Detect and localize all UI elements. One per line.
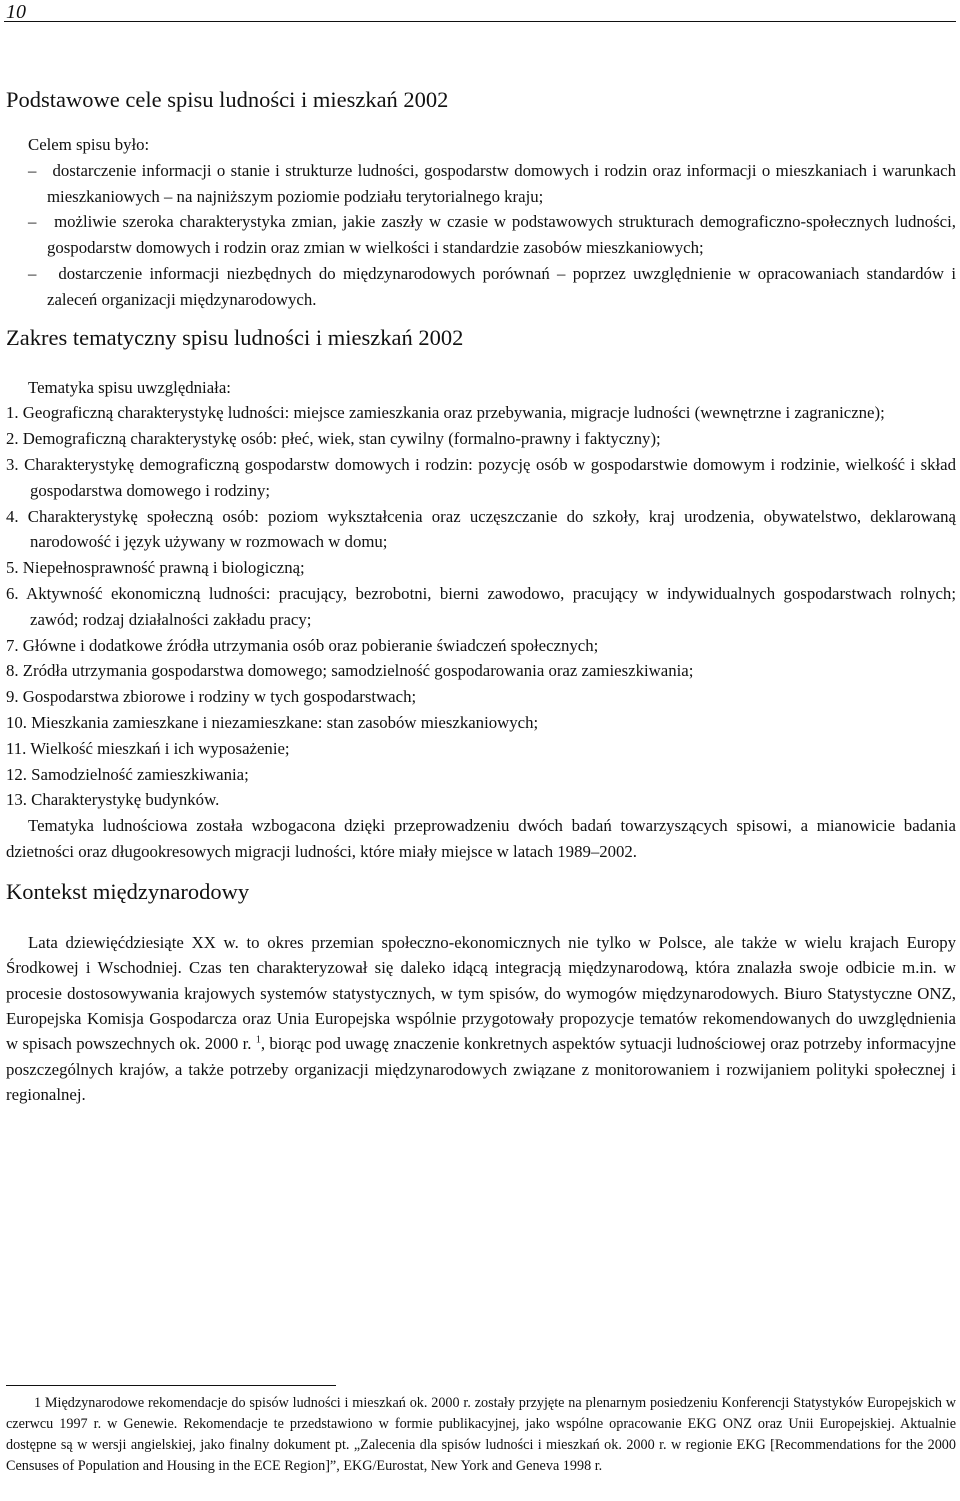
scope-item: 12. Samodzielność zamieszkiwania; bbox=[6, 764, 249, 784]
page-number: 10 bbox=[6, 1, 26, 23]
footnote-reference: 1 bbox=[255, 1034, 261, 1046]
header-rule bbox=[4, 21, 956, 22]
scope-list bbox=[6, 400, 956, 813]
context-text-end: , biorąc pod uwagę znaczenie konkretnych aspektów sytuacji ludnościowej oraz potrzeby informacyjne poszczególnych krajów, a także potrzeby organizacji międzynarodowych związane z monitorowaniem i rozwijaniem polityki społecznej i regionalnej. bbox=[6, 1034, 956, 1105]
scope-item: 11. Wielkość mieszkań i ich wyposażenie; bbox=[6, 738, 290, 758]
scope-item: 8. Zródła utrzymania gospodarstwa domowego; samodzielność gospodarowania oraz zamieszkiwania; bbox=[6, 661, 694, 681]
scope-item: 4. Charakterystykę społeczną osób: poziom wykształcenia oraz uczęszczanie do szkoły, kraj urodzenia, obywatelstwo, deklarowaną narodowość i język używany w rozmowach w domu; bbox=[6, 506, 956, 552]
scope-item: 7. Główne i dodatkowe źródła utrzymania osób oraz pobieranie świadczeń społecznych; bbox=[6, 635, 599, 655]
footnote bbox=[6, 1393, 956, 1477]
footnote-rule bbox=[6, 1385, 336, 1386]
scope-item: 1. Geograficzną charakterystykę ludności: miejsce zamieszkania oraz przebywania, migracje ludności (wewnętrzne i zagraniczne); bbox=[6, 403, 885, 423]
international-context-paragraph bbox=[6, 930, 956, 1108]
section-title-scope: Zakres tematyczny spisu ludności i mieszkań 2002 bbox=[6, 324, 464, 350]
section-title-international-context: Kontekst międzynarodowy bbox=[6, 878, 250, 904]
footnote-text: Międzynarodowe rekomendacje do spisów ludności i mieszkań ok. 2000 r. zostały przyjęte na plenarnym posiedzeniu Konferencji Statystyków Europejskich w czerwcu 1997 r. w Genewie. Rekomendacje te przedstawiono w formie publikacyjnej, jako wspólne opracowanie EKG ONZ oraz Unii Europejskiej. Aktualnie dostępne są w wersji angielskiej, jako finalny dokument pt. „Zalecenia dla spisów ludności i mieszkań ok. 2000 r. w regionie EKG [Recommendations for the 2000 Censuses of Population and Housing in the ECE Region]”, EKG/Eurostat, New York and Geneva 1998 r. bbox=[6, 1395, 956, 1474]
goals-lead: Celem spisu było: bbox=[28, 135, 150, 154]
section-title-goals: Podstawowe cele spisu ludności i mieszkań 2002 bbox=[6, 87, 449, 112]
scope-item: 9. Gospodarstwa zbiorowe i rodziny w tych gospodarstwach; bbox=[6, 687, 417, 707]
goal-item-text: możliwie szeroka charakterystyka zmian, jakie zaszły w czasie w podstawowych strukturach demograficzno-społecznych ludności, gospodarstw domowych i rodzin oraz zmian w wielkości i standardzie zasobów mieszkaniowych; bbox=[47, 212, 956, 258]
goal-item-text: dostarczenie informacji niezbędnych do międzynarodowych porównań – poprzez uwzględnienie w opracowaniach standardów i zaleceń organizacji międzynarodowych. bbox=[47, 263, 956, 309]
scope-item: 2. Demograficzną charakterystykę osób: płeć, wiek, stan cywilny (formalno-prawny i faktyczny); bbox=[6, 429, 661, 449]
goal-item: – możliwie szeroka charakterystyka zmian, jakie zaszły w czasie w podstawowych strukturach demograficzno-społecznych ludności, gospodarstw domowych i rodzin oraz zmian w wielkości i standardzie zasobów mieszkaniowych; bbox=[28, 212, 956, 258]
context-text-start: Lata dziewięćdziesiąte XX w. to okres przemian społeczno-ekonomicznych nie tylko w Polsce, ale także w wielu krajach Europy Środkowej i Wschodniej. Czas ten charakteryzował się daleko idącą integracją międzynarodową, która znalazła swoje odbicie m.in. w procesie dostosowywania krajowych systemów statystycznych, w tym spisów, do wymogów międzynarodowych. Biuro Statystyczne ONZ, Europejska Komisja Gospodarcza oraz Unia Europejska wspólnie przygotowały propozycje tematów rekomendowanych do uwzględnienia w spisach powszechnych ok. 2000 r. bbox=[6, 932, 956, 1054]
scope-item: 6. Aktywność ekonomiczną ludności: pracujący, bezrobotni, bierni zawodowo, pracujący w indywidualnych gospodarstwach rolnych; zawód; rodzaj działalności zakładu pracy; bbox=[6, 583, 956, 629]
scope-lead: Tematyka spisu uwzględniała: bbox=[28, 377, 231, 397]
scope-item: 3. Charakterystykę demograficzną gospodarstw domowych i rodzin: pozycję osób w gospodarstwie domowym i rodzinie, wielkość i skład gospodarstwa domowego i rodziny; bbox=[6, 454, 956, 500]
goal-item: – dostarczenie informacji o stanie i strukturze ludności, gospodarstw domowych i rodzin oraz informacji o mieszkaniach i warunkach mieszkaniowych – na najniższym poziomie podziału terytorialnego kraju; bbox=[28, 160, 956, 206]
goal-item: – dostarczenie informacji niezbędnych do międzynarodowych porównań – poprzez uwzględnienie w opracowaniach standardów i zaleceń organizacji międzynarodowych. bbox=[28, 263, 956, 309]
scope-item: 10. Mieszkania zamieszkane i niezamieszkane: stan zasobów mieszkaniowych; bbox=[6, 712, 539, 732]
page-body bbox=[6, 86, 956, 1108]
goal-item-text: dostarczenie informacji o stanie i strukturze ludności, gospodarstw domowych i rodzin oraz informacji o mieszkaniach i warunkach mieszkaniowych – na najniższym poziomie podziału terytorialnego kraju; bbox=[47, 160, 956, 206]
scope-closing-paragraph: Tematyka ludnościowa została wzbogacona dzięki przeprowadzeniu dwóch badań towarzyszących spisowi, a mianowicie badania dzietności oraz długookresowych migracji ludności, które miały miejsce w latach 1989–2002. bbox=[6, 816, 956, 861]
footnote-number: 1 bbox=[34, 1395, 42, 1411]
scope-item: 5. Niepełnosprawność prawną i biologiczną; bbox=[6, 558, 305, 578]
scope-item: 13. Charakterystykę budynków. bbox=[6, 790, 220, 810]
